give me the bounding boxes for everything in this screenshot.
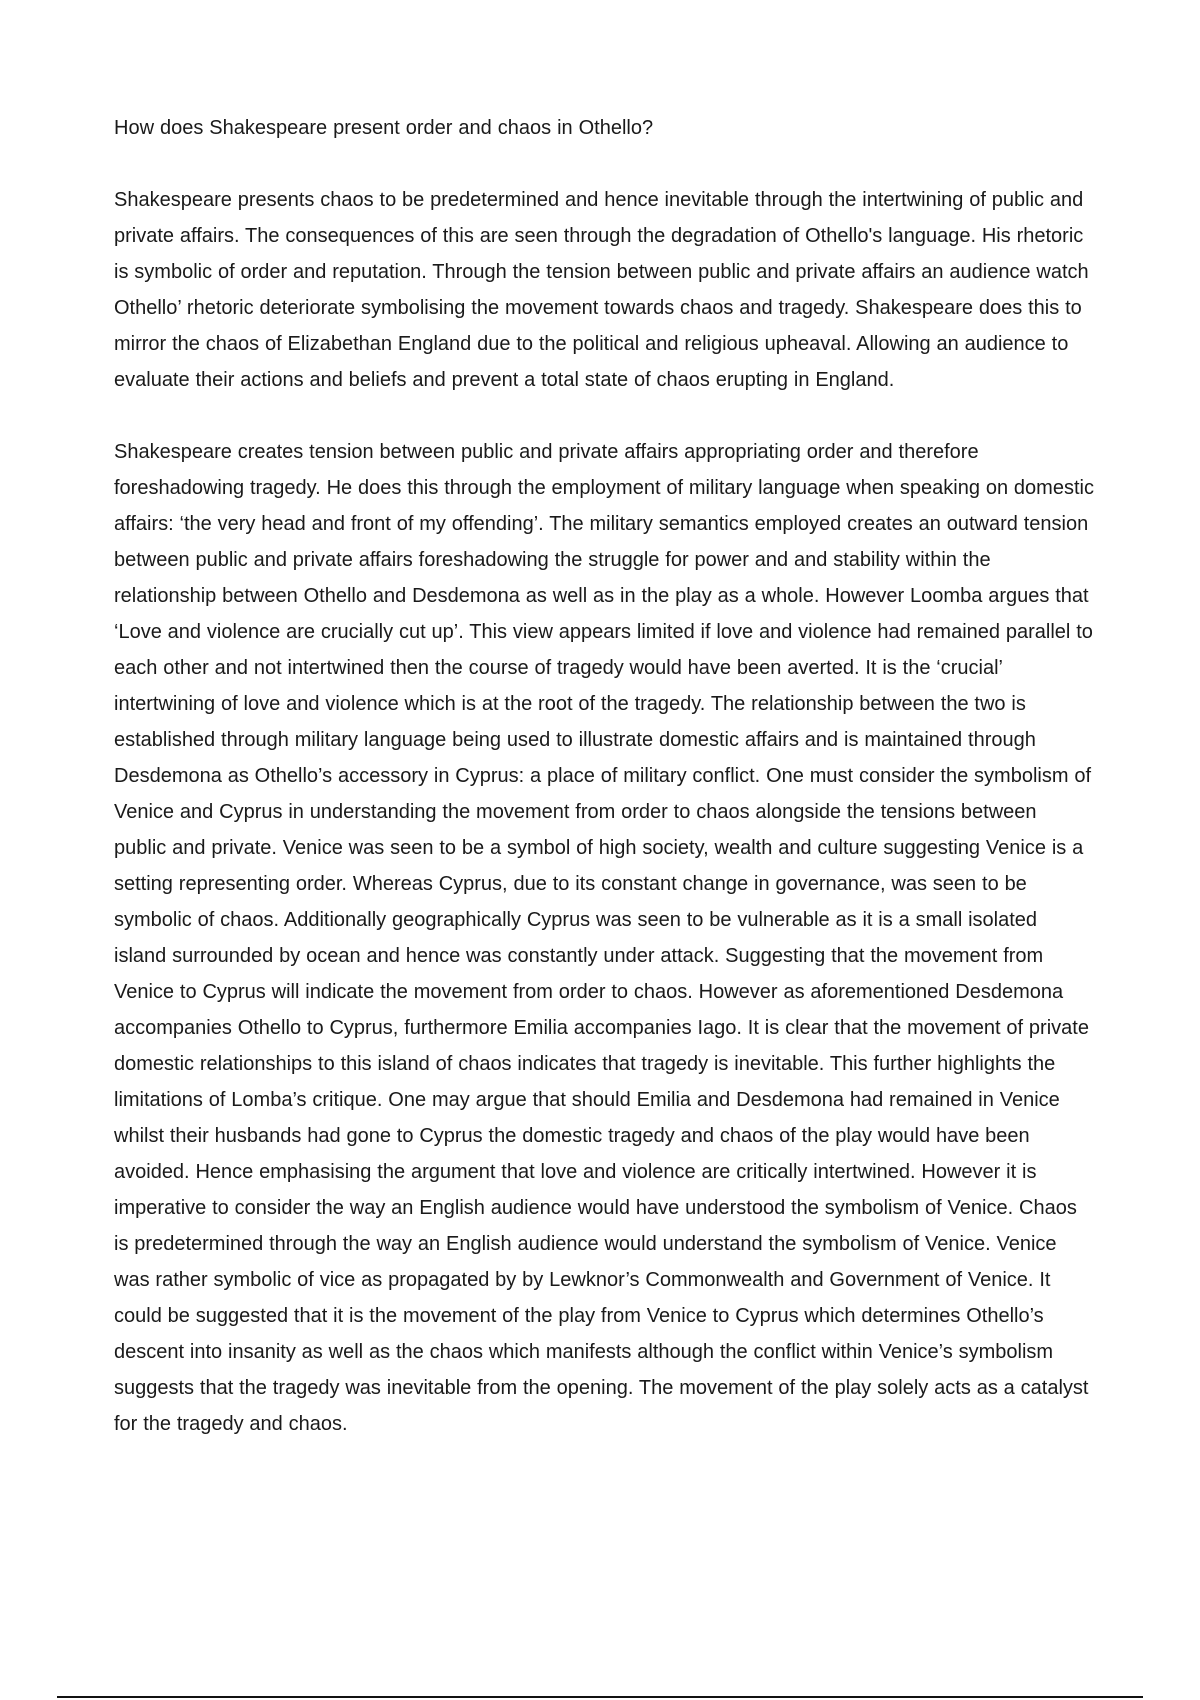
essay-body: [114, 110, 1094, 1442]
footer-divider: [57, 1696, 1143, 1698]
essay-paragraph-main: Shakespeare creates tension between public and private affairs appropriating order and therefore foreshadowing tragedy. He does this through the employment of military language when speaking on domestic affairs: ‘the very head and front of my offending’. The military semantics employed creates an outward tension between public and private affairs foreshadowing the struggle for power and and stability within the relationship between Othello and Desdemona as well as in the play as a whole. However Loomba argues that ‘Love and violence are crucially cut up’. This view appears limited if love and violence had remained parallel to each other and not intertwined then the course of tragedy would have been averted. It is the ‘crucial’ intertwining of love and violence which is at the root of the tragedy. The relationship between the two is established through military language being used to illustrate domestic affairs and is maintained through Desdemona as Othello’s accessory in Cyprus: a place of military conflict. One must consider the symbolism of Venice and Cyprus in understanding the movement from order to chaos alongside the tensions between public and private. Venice was seen to be a symbol of high society, wealth and culture suggesting Venice is a setting representing order. Whereas Cyprus, due to its constant change in governance, was seen to be symbolic of chaos. Additionally geographically Cyprus was seen to be vulnerable as it is a small isolated island surrounded by ocean and hence was constantly under attack. Suggesting that the movement from Venice to Cyprus will indicate the movement from order to chaos. However as aforementioned Desdemona accompanies Othello to Cyprus, furthermore Emilia accompanies Iago. It is clear that the movement of private domestic relationships to this island of chaos indicates that tragedy is inevitable. This further highlights the limitations of Lomba’s critique. One may argue that should Emilia and Desdemona had remained in Venice whilst their husbands had gone to Cyprus the domestic tragedy and chaos of the play would have been avoided. Hence emphasising the argument that love and violence are critically intertwined. However it is imperative to consider the way an English audience would have understood the symbolism of Venice. Chaos is predetermined through the way an English audience would understand the symbolism of Venice. Venice was rather symbolic of vice as propagated by by Lewknor’s Commonwealth and Government of Venice. It could be suggested that it is the movement of the play from Venice to Cyprus which determines Othello’s descent into insanity as well as the chaos which manifests although the conflict within Venice’s symbolism suggests that the tragedy was inevitable from the opening. The movement of the play solely acts as a catalyst for the tragedy and chaos.: [114, 441, 1094, 1435]
essay-paragraph-intro: Shakespeare presents chaos to be predetermined and hence inevitable through the intertwining of public and private affairs. The consequences of this are seen through the degradation of Othello's language. His rhetoric is symbolic of order and reputation. Through the tension between public and private affairs an audience watch Othello’ rhetoric deteriorate symbolising the movement towards chaos and tragedy. Shakespeare does this to mirror the chaos of Elizabethan England due to the political and religious upheaval. Allowing an audience to evaluate their actions and beliefs and prevent a total state of chaos erupting in England.: [114, 189, 1089, 391]
essay-question: How does Shakespeare present order and chaos in Othello?: [114, 117, 654, 139]
